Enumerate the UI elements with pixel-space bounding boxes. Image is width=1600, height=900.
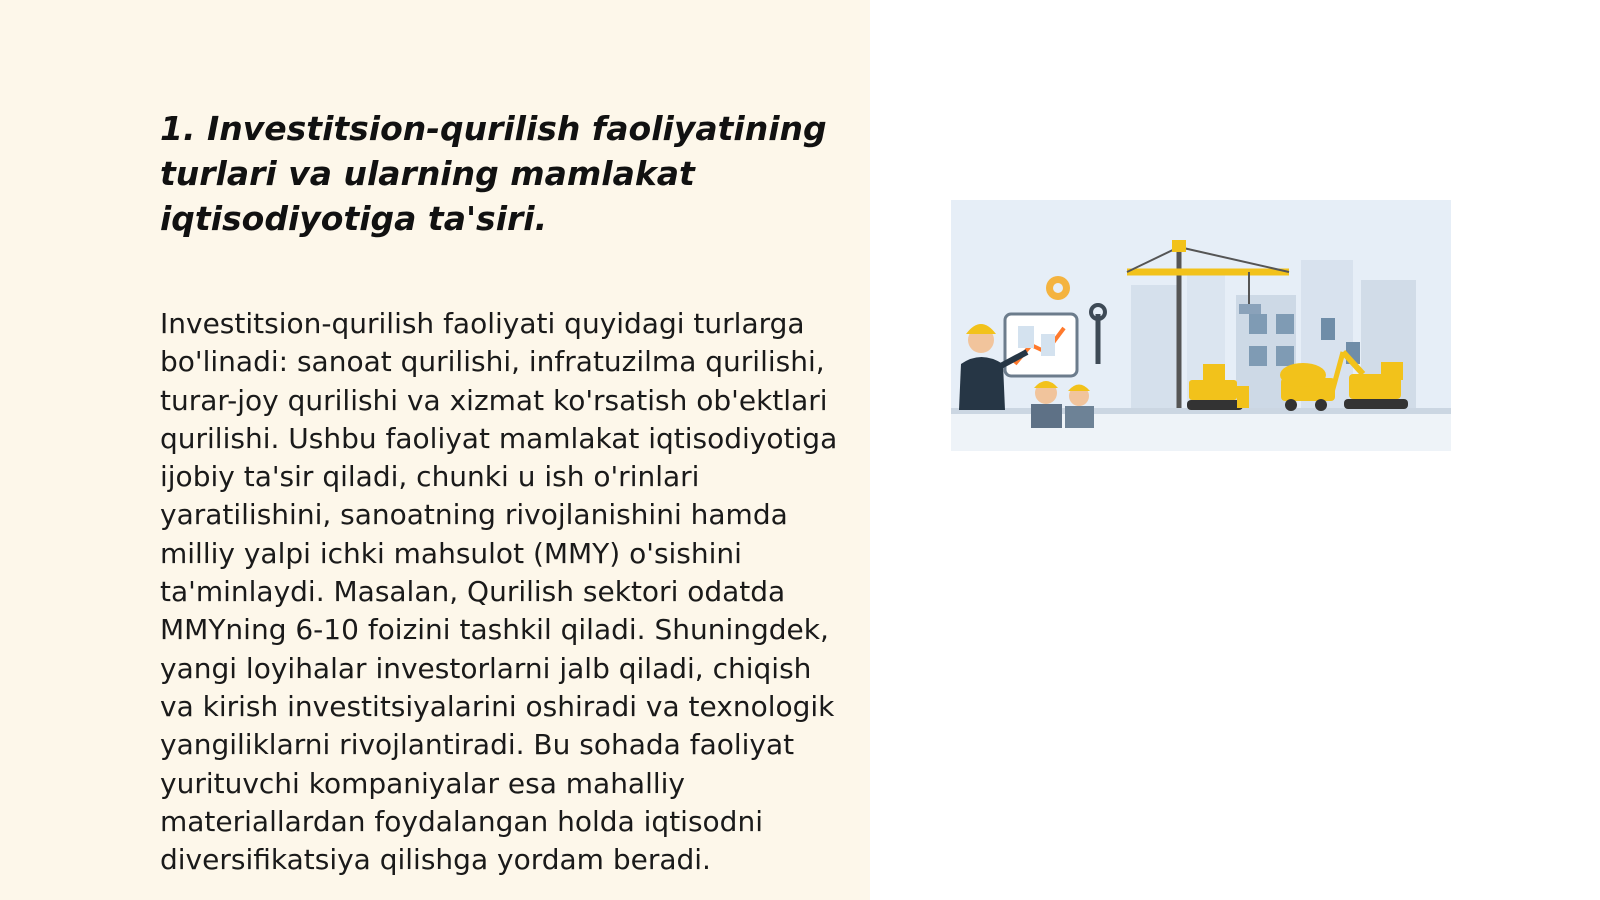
construction-scene-icon <box>951 200 1451 451</box>
construction-illustration <box>951 200 1451 451</box>
slide-body-text: Investitsion-qurilish faoliyati quyidagi turlarga bo'linadi: sanoat qurilishi, infratuzilma qurilishi, turar-joy qurilishi va xizmat ko'rsatish ob'ektlari qurilishi. Ushbu faoliyat mamlakat iqtisodiyotiga ijobiy ta'sir qiladi, chunki u ish o'rinlari yaratilishini, sanoatning rivojlanishini hamda milliy yalpi ichki mahsulot (MMY) o'sishini ta'minlaydi. Masalan, Qurilish sektori odatda MMYning 6-10 foizini tashkil qiladi. Shuningdek, yangi loyihalar investorlarni jalb qiladi, chiqish va kirish investitsiyalarini oshiradi va texnologik yangiliklarni rivojlantiradi. Bu sohada faoliyat yurituvchi kompaniyalar esa mahalliy materiallardan foydalangan holda iqtisodni diversifikatsiya qilishga yordam beradi. <box>160 307 838 877</box>
slide-title: 1. Investitsion-qurilish faoliyatining turlari va ularning mamlakat iqtisodiyotiga ta'siri. <box>160 109 827 238</box>
